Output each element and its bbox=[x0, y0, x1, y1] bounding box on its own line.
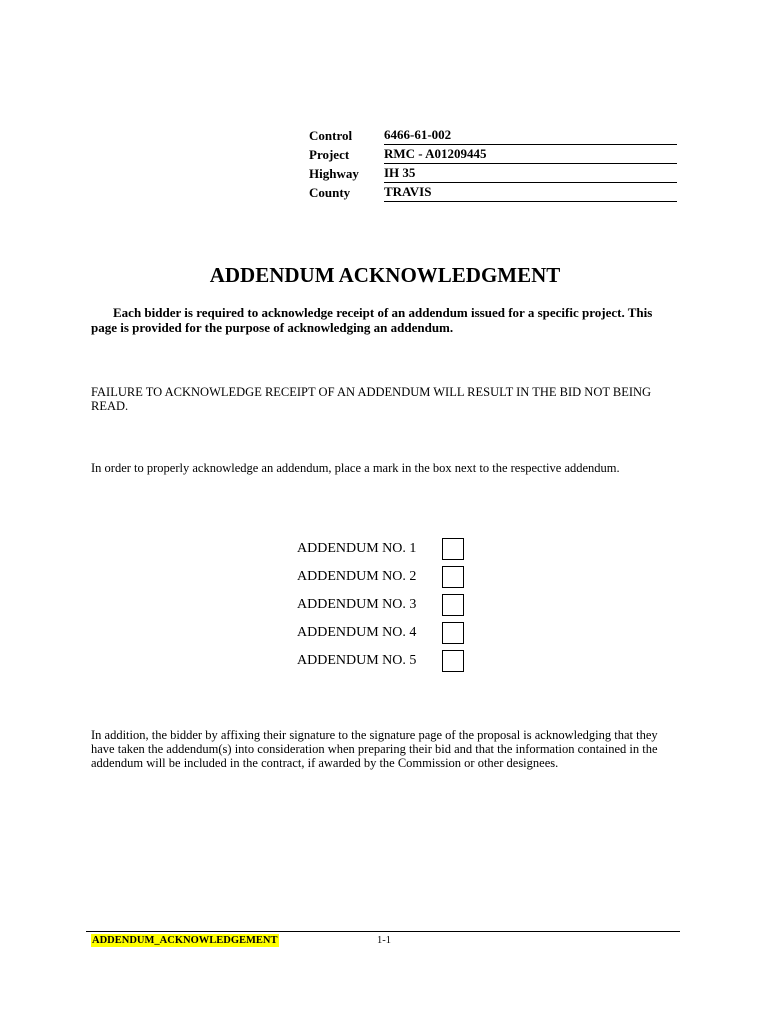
project-label: Project bbox=[309, 147, 350, 162]
project-info-block bbox=[309, 126, 677, 202]
instruction-paragraph: In order to properly acknowledge an addendum, place a mark in the box next to the respective addendum. bbox=[91, 461, 620, 475]
addendum-row-2 bbox=[297, 563, 477, 591]
addendum-row-3 bbox=[297, 591, 477, 619]
closing-paragraph: In addition, the bidder by affixing their signature to the signature page of the proposal is acknowledging that they have taken the addendum(s) into consideration when preparing their bid and that the information contained in the addendum will be included in the contract, if awarded by the Commission or other designees. bbox=[91, 728, 658, 770]
addendum-label-3: ADDENDUM NO. 3 bbox=[297, 597, 417, 612]
footer-divider bbox=[86, 931, 680, 932]
addendum-label-5: ADDENDUM NO. 5 bbox=[297, 653, 417, 668]
highway-value: IH 35 bbox=[384, 165, 677, 183]
footer-page-number: 1-1 bbox=[377, 935, 391, 946]
addendum-label-4: ADDENDUM NO. 4 bbox=[297, 625, 417, 640]
project-value: RMC - A01209445 bbox=[384, 146, 677, 164]
highway-row bbox=[309, 164, 677, 183]
county-label: County bbox=[309, 185, 351, 200]
control-value: 6466-61-002 bbox=[384, 127, 677, 145]
project-row bbox=[309, 145, 677, 164]
document-title: ADDENDUM ACKNOWLEDGMENT bbox=[209, 263, 561, 287]
footer-document-name: ADDENDUM_ACKNOWLEDGEMENT bbox=[92, 935, 278, 946]
addendum-checkbox-4[interactable] bbox=[442, 622, 464, 644]
addendum-row-5 bbox=[297, 647, 477, 675]
addendum-row-4 bbox=[297, 619, 477, 647]
addendum-label-2: ADDENDUM NO. 2 bbox=[297, 569, 417, 584]
addendum-checkbox-2[interactable] bbox=[442, 566, 464, 588]
addendum-checkbox-3[interactable] bbox=[442, 594, 464, 616]
addendum-label-1: ADDENDUM NO. 1 bbox=[297, 541, 417, 556]
highway-label: Highway bbox=[309, 166, 359, 181]
county-value: TRAVIS bbox=[384, 184, 677, 202]
control-row bbox=[309, 126, 677, 145]
addendum-checkbox-5[interactable] bbox=[442, 650, 464, 672]
warning-paragraph: FAILURE TO ACKNOWLEDGE RECEIPT OF AN ADDENDUM WILL RESULT IN THE BID NOT BEING READ. bbox=[91, 385, 652, 413]
addendum-row-1 bbox=[297, 535, 477, 563]
addendum-checklist bbox=[297, 535, 477, 675]
control-label: Control bbox=[309, 128, 353, 143]
county-row bbox=[309, 183, 677, 202]
addendum-checkbox-1[interactable] bbox=[442, 538, 464, 560]
intro-paragraph: Each bidder is required to acknowledge receipt of an addendum issued for a specific project. This page is provided for the purpose of acknowledging an addendum. bbox=[91, 305, 653, 335]
